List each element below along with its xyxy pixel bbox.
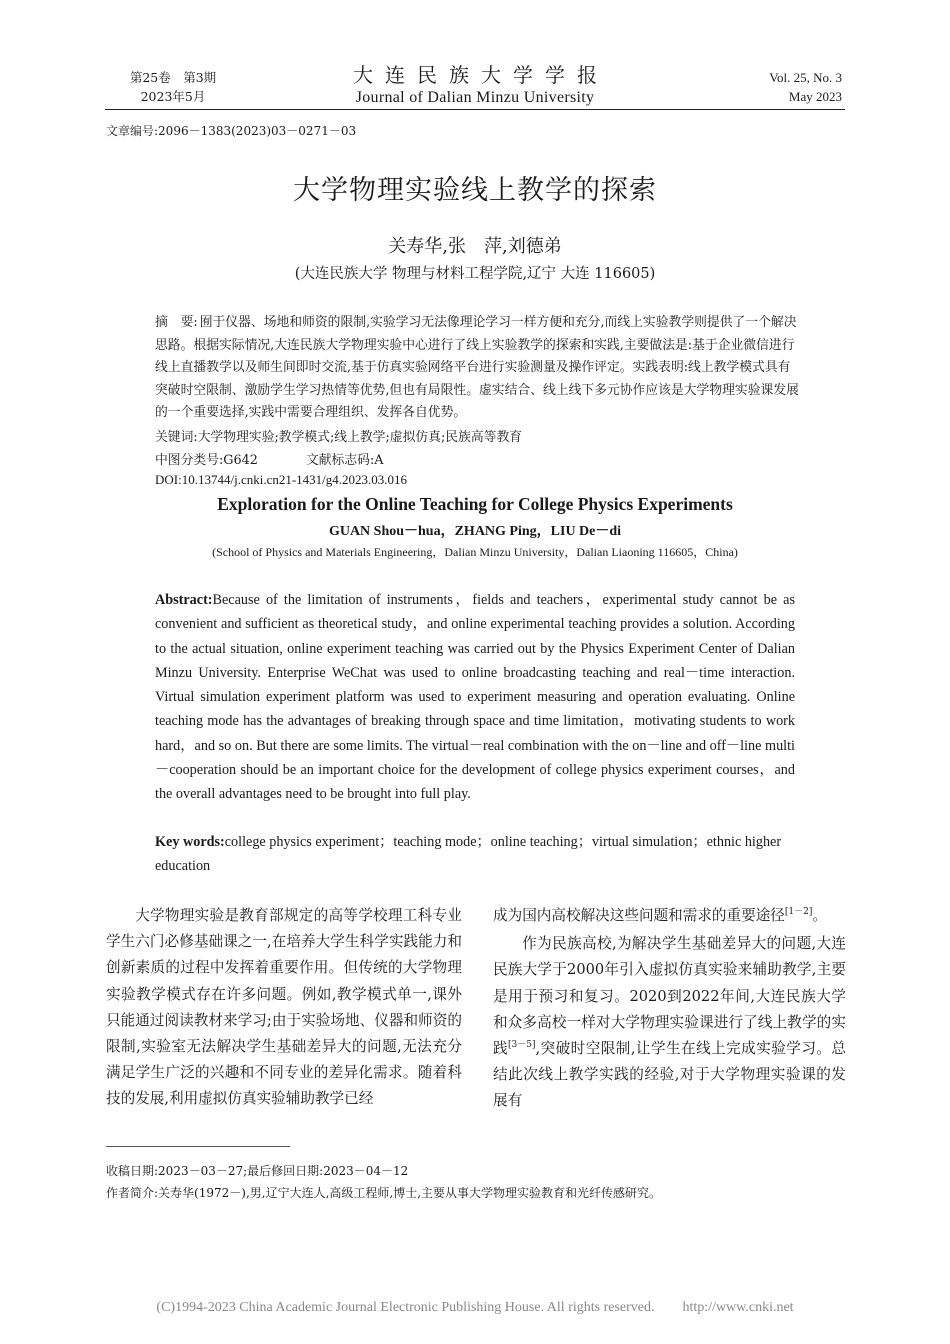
keywords-cn-text: 大学物理实验;教学模式;线上教学;虚拟仿真;民族高等教育: [197, 430, 523, 445]
document-code: 文献标志码:A: [305, 453, 384, 468]
keywords-en: [155, 830, 795, 879]
abstract-en-label: Abstract:: [155, 592, 213, 608]
clc-number: 中图分类号:G642: [155, 453, 258, 468]
title-en: Exploration for the Online Teaching for College Physics Experiments: [217, 494, 733, 514]
journal-name: [300, 62, 650, 108]
volume-issue: 第25卷 第3期: [129, 70, 217, 85]
body-column-left: [106, 903, 462, 1113]
classification: [155, 449, 384, 468]
keywords-cn: [155, 426, 522, 445]
header-issue: [108, 68, 238, 106]
volume-en: Vol. 25, No. 3: [769, 70, 842, 85]
body-paragraph: [493, 903, 846, 929]
body-text: ,突破时空限制,让学生在线上完成实验学习。总结此次线上教学实践的经验,对于大学物理实验课的发展有: [493, 1040, 846, 1110]
keywords-en-label: Key words:: [155, 834, 225, 850]
body-paragraph: [493, 931, 846, 1114]
body-text: 作为民族高校,为解决学生基础差异大的问题,大连民族大学于2000年引入虚拟仿真实验来辅助教学,主要是用于预习和复习。2020到2022年间,大连民族大学和众多高校一样对大学物理实验课进行了线上教学的实践: [493, 935, 846, 1058]
footnotes: [106, 1160, 846, 1204]
received-date: 收稿日期:2023－03－27;最后修回日期:2023－04－12: [106, 1164, 409, 1178]
body-text: 成为国内高校解决这些问题和需求的重要途径: [493, 907, 785, 924]
authors-cn: 关寿华,张 萍,刘德弟: [388, 236, 562, 257]
body-column-right: [493, 903, 846, 1115]
header-rule: [105, 109, 845, 110]
doi: DOI:10.13744/j.cnki.cn21-1431/g4.2023.03.016: [155, 472, 408, 487]
keywords-en-text: college physics experiment；teaching mode；online teaching；virtual simulation；ethnic higher education: [155, 834, 782, 875]
body-text: 。: [812, 907, 827, 924]
issue-date-en: May 2023: [788, 89, 842, 104]
abstract-cn-label: 摘 要:: [155, 315, 198, 330]
citation: [3－5]: [508, 1040, 536, 1051]
article-id: 文章编号:2096－1383(2023)03－0271－03: [106, 124, 357, 138]
keywords-cn-label: 关键词:: [155, 430, 198, 445]
author-bio: 作者简介:关寿华(1972－),男,辽宁大连人,高级工程师,博士,主要从事大学物理实验教育和光纤传感研究。: [106, 1186, 662, 1200]
journal-name-en: Journal of Dalian Minzu University: [355, 89, 595, 106]
issue-date-cn: 2023年5月: [140, 89, 206, 104]
abstract-en: [155, 588, 795, 807]
citation: [1－2]: [784, 907, 813, 918]
abstract-cn: [155, 312, 800, 425]
title-cn: 大学物理实验线上教学的探索: [293, 175, 657, 206]
abstract-en-text: Because of the limitation of instruments，fields and teachers，experimental study cannot be as convenient and sufficient as theoretical study，and online experimental teaching provides a solution. According to the actual situation, online experiment teaching was carried out by the Physics Experiment Center of Dalian Minzu University. Enterprise WeChat was used to online broadcasting teaching and real－time interaction. Virtual simulation experiment platform was used to experiment measuring and operation evaluating. Online teaching mode has the advantages of breaking through space and time limitation，motivating students to work hard，and so on. But there are some limits. The virtual－real combination with the on－line and off－line multi－cooperation should be an important choice for the development of college physics experiment courses，and the overall advantages need to be brought into full play.: [155, 592, 795, 803]
affiliation-en: (School of Physics and Materials Engineering，Dalian Minzu University，Dalian Liaoning 116605，China): [212, 545, 738, 559]
footnote-rule: [106, 1146, 290, 1147]
copyright-watermark: (C)1994-2023 China Academic Journal Electronic Publishing House. All rights reserved. http://www.cnki.net: [156, 1300, 794, 1315]
authors-en: GUAN Shou－hua，ZHANG Ping，LIU De－di: [328, 524, 622, 539]
abstract-cn-text: 囿于仪器、场地和师资的限制,实验学习无法像理论学习一样方便和充分,而线上实验教学则提供了一个解决思路。根据实际情况,大连民族大学物理实验中心进行了线上实验教学的探索和实践,主要做法是:基于企业微信进行线上直播教学以及师生间即时交流,基于仿真实验网络平台进行实验测量及操作评定。实践表明:线上教学模式具有突破时空限制、激励学生学习热情等优势,但也有局限性。虚实结合、线上线下多元协作应该是大学物理实验课发展的一个重要选择,实践中需要合理组织、发挥各自优势。: [155, 315, 799, 420]
journal-name-cn: 大连民族大学学报: [353, 63, 609, 87]
affiliation-cn: (大连民族大学 物理与材料工程学院,辽宁 大连 116605): [294, 266, 656, 282]
header-volume-en: [722, 68, 842, 106]
body-paragraph: 大学物理实验是教育部规定的高等学校理工科专业学生六门必修基础课之一,在培养大学生科学实践能力和创新素质的过程中发挥着重要作用。但传统的大学物理实验教学模式存在许多问题。例如,教学模式单一,课外只能通过阅读教材来学习;由于实验场地、仪器和师资的限制,实验室无法解决学生基础差异大的问题,无法充分满足学生广泛的兴趣和不同专业的差异化需求。随着科技的发展,利用虚拟仿真实验辅助教学已经: [106, 907, 462, 1108]
